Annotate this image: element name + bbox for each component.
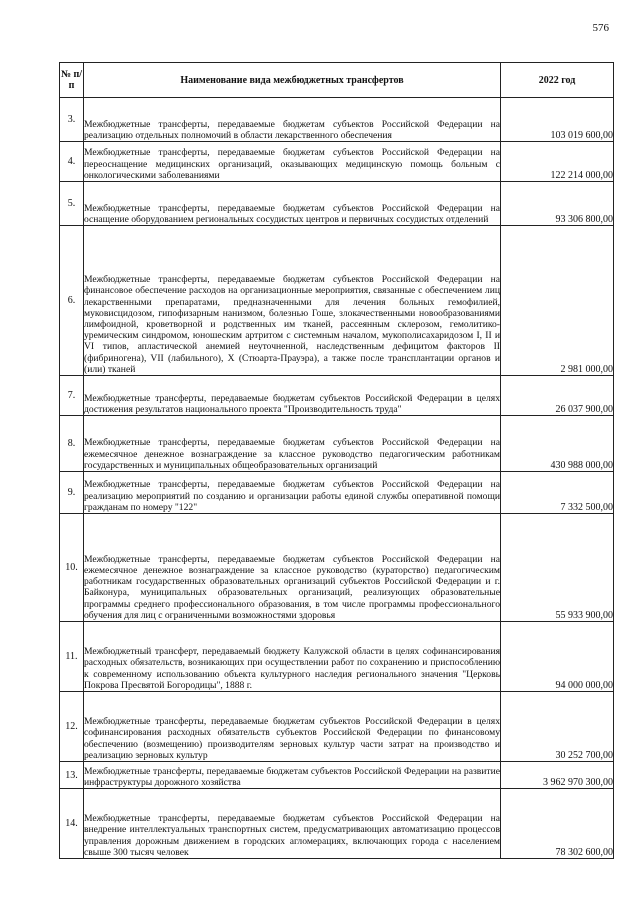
page-number: 576 <box>592 22 609 34</box>
table-row <box>60 762 614 789</box>
table-row <box>60 142 614 182</box>
row-description: Межбюджетные трансферты, передаваемые бюджетам субъектов Российской Федерации на переоснащение медицинских организаций, оказывающих медицинскую помощь больным с онкологическими заболеваниями <box>84 147 500 181</box>
row-number: 14. <box>60 789 84 859</box>
table-row <box>60 226 614 376</box>
row-description: Межбюджетные трансферты, передаваемые бюджетам субъектов Российской Федерации на реализацию отдельных полномочий в области лекарственного обеспечения <box>84 118 500 141</box>
row-amount: 2 981 000,00 <box>501 226 614 376</box>
row-description: Межбюджетные трансферты, передаваемые бюджетам субъектов Российской Федерации в целях достижения результатов национального проекта "Производительность труда" <box>84 392 500 415</box>
row-description: Межбюджетные трансферты, передаваемые бюджетам субъектов Российской Федерации на финансовое обеспечение расходов на организационные мероприятия, связанные с обеспечением лиц лекарственными препаратами, предназначенными для лечения больных гемофилией, муковисцидозом, гипофизарным нанизмом, болезнью Гоше, злокачественными новообразованиями лимфоидной, кроветворной и родственных им тканей, рассеянным склерозом, гемолитико-уремическим синдромом, юношеским артритом с системным началом, мукополисахаридозом I, II и VI типов, апластической анемией неуточненной, наследственным дефицитом факторов II (фибриногена), VII (лабильного), X (Стюарта-Прауэра), а также после трансплантации органов и (или) тканей <box>84 274 500 375</box>
row-amount: 103 019 600,00 <box>501 98 614 142</box>
table-row <box>60 622 614 692</box>
row-number: 6. <box>60 226 84 376</box>
table-row <box>60 98 614 142</box>
row-description: Межбюджетные трансферты, передаваемые бюджетам субъектов Российской Федерации в целях софинансирования расходных обязательств субъектов Российской Федерации по финансовому обеспечению (возмещению) производителям зерновых культур части затрат на производство и реализацию зерновых культур <box>84 716 500 761</box>
table-header-row <box>60 63 614 98</box>
row-number: 5. <box>60 182 84 226</box>
row-description: Межбюджетные трансферты, передаваемые бюджетам субъектов Российской Федерации на ежемесячное денежное вознаграждение за классное руководство (кураторство) педагогическим работникам государственных образовательных организаций субъектов Российской Федерации и г. Байконура, муниципальных образовательных организаций, реализующих образовательные программы среднего профессионального образования, в том числе программы профессионального обучения для лиц с ограниченными возможностями здоровья <box>84 553 500 621</box>
transfers-table <box>59 62 614 859</box>
row-number: 13. <box>60 762 84 789</box>
table-row <box>60 692 614 762</box>
row-description: Межбюджетный трансферт, передаваемый бюджету Калужской области в целях софинансирования расходных обязательств, возникающих при осуществлении работ по сохранению и приспособлению к современному использованию объекта культурного наследия регионального значения "Церковь Покрова Пресвятой Богородицы", 1888 г. <box>84 646 500 691</box>
row-amount: 78 302 600,00 <box>501 789 614 859</box>
row-number: 3. <box>60 98 84 142</box>
row-amount: 3 962 970 300,00 <box>501 762 614 789</box>
row-number: 9. <box>60 472 84 514</box>
row-number: 11. <box>60 622 84 692</box>
row-number: 10. <box>60 514 84 622</box>
row-description: Межбюджетные трансферты, передаваемые бюджетам субъектов Российской Федерации на внедрение интеллектуальных транспортных систем, предусматривающих автоматизацию процессов управления дорожным движением в городских агломерациях, включающих города с населением свыше 300 тысяч человек <box>84 813 500 858</box>
row-amount: 122 214 000,00 <box>501 142 614 182</box>
row-number: 12. <box>60 692 84 762</box>
row-amount: 430 988 000,00 <box>501 416 614 472</box>
row-amount: 93 306 800,00 <box>501 182 614 226</box>
row-number: 7. <box>60 376 84 416</box>
table-row <box>60 416 614 472</box>
header-num: № п/п <box>60 63 84 98</box>
row-description: Межбюджетные трансферты, передаваемые бюджетам субъектов Российской Федерации на развитие инфраструктуры дорожного хозяйства <box>84 765 500 788</box>
header-year: 2022 год <box>501 63 614 98</box>
row-number: 8. <box>60 416 84 472</box>
table-row <box>60 472 614 514</box>
row-amount: 26 037 900,00 <box>501 376 614 416</box>
row-description: Межбюджетные трансферты, передаваемые бюджетам субъектов Российской Федерации на ежемесячное денежное вознаграждение за классное руководство педагогическим работникам государственных и муниципальных общеобразовательных организаций <box>84 437 500 471</box>
table-row <box>60 514 614 622</box>
table-row <box>60 789 614 859</box>
row-amount: 7 332 500,00 <box>501 472 614 514</box>
table-row <box>60 182 614 226</box>
row-amount: 55 933 900,00 <box>501 514 614 622</box>
row-amount: 30 252 700,00 <box>501 692 614 762</box>
row-description: Межбюджетные трансферты, передаваемые бюджетам субъектов Российской Федерации на реализацию мероприятий по созданию и организации работы единой службы оперативной помощи гражданам по номеру "122" <box>84 479 500 513</box>
row-description: Межбюджетные трансферты, передаваемые бюджетам субъектов Российской Федерации на оснащение оборудованием региональных сосудистых центров и первичных сосудистых отделений <box>84 202 500 225</box>
row-amount: 94 000 000,00 <box>501 622 614 692</box>
table-row <box>60 376 614 416</box>
row-number: 4. <box>60 142 84 182</box>
header-name: Наименование вида межбюджетных трансфертов <box>84 63 501 98</box>
